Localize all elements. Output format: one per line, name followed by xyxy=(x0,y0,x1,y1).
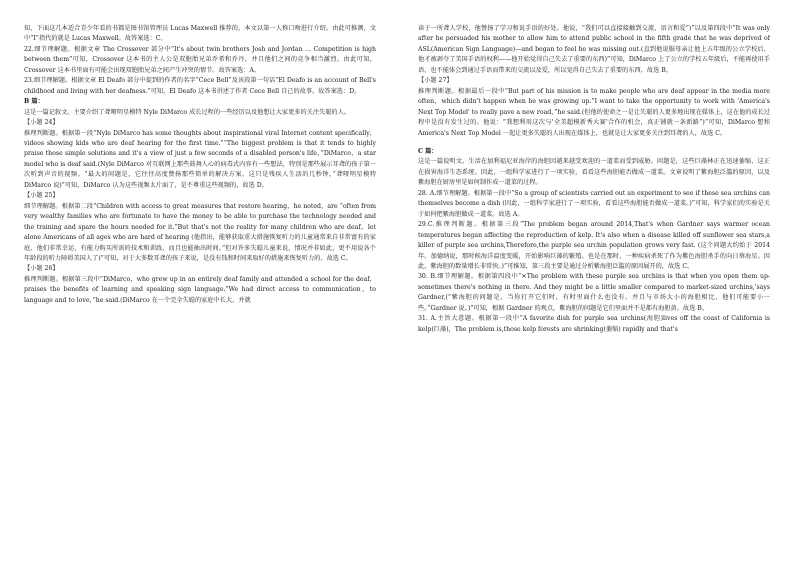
answer-22: 22.细节理解题。根据文章 The Crossover 部分中“It's about twin brothers Josh and Jordan … Competition is high between them”可知，Crossover 这本书的主人公是双胞胎兄弟乔希和乔丹，并且他们之间的竞争相当激烈。由此可知，Crossover 这本书里面有可能会出现双胞胎兄弟之间产生冲突的情节。故答案选：A。 xyxy=(24,45,376,74)
right-column xyxy=(418,24,770,554)
section-c-summary: 这是一篇说明文。生活在加利福尼亚海岸的海胆因越来越受欢迎的一道菜而受到威胁。问题是，这些巨藻林正在迅速萎缩，这正在损害海洋生态系统。因此，一组科学家进行了一项实验，看看这些海胆能否做成一道菜。文章说明了紫海胆泛滥的原因，以及紫海胆在厨房里是如何制作成一道菜的过程。 xyxy=(418,158,770,187)
answer-23: 23.细节理解题。根据文章 El Deafo 部分中提到的作者的名字“Cece Bell”及该段第一句话“El Deafo is an account of Bell's childhood and living with her deafness.”可知，El Deafo 这本书讲述了作者 Cece Bell 自己的故事。故答案选：D。 xyxy=(24,77,376,95)
question-27-label: 【小题 27】 xyxy=(418,77,453,85)
answer-25: 细节理解题。根据第二段“Children with access to great measures that restore hearing，he noted，are “often from very wealthy families who are fortunate to have the money to be able to purchase the technology needed and the training and spare the hours needed for it.”But that's not the reality for many children who are deaf，let alone Americans of all ages who are hard of hearing (他指出，能够获取重大措施恢复听力的儿童通常来自非常富有的家庭，他们非常幸运，有能力购买所需的技术和训练，而且也能抽出时间。”但对许多失聪儿童来说，情况并非如此，更不用说各个年龄段的听力障碍美国人了)”可知，对于大多数耳聋的孩子来说，是没有钱和时间来取好的措施来恢复听力的，故选 C。 xyxy=(24,202,376,262)
answer-24: 推理判断题。根据第一段“Nyle DiMarco has some thoughts about inspirational viral Internet content specifically，videos showing kids who are deaf hearing for the first time.”“The biggest problem is that it tends to highly praise those simple solutions and it's a view of just a few seconds of a disabled person's life，”DiMarco，a star model who is deaf said.(Nyle DiMarco 对互联网上那些鼓舞人心的病毒式内容有一些想法，特别是那些展示耳聋的孩子第一次听到声音的视频。“最大的问题是，它往往高度赞扬那些简单的解决方案，这只是残疾人生活的几秒钟，”聋哑明星模特 DiMarco 说)”可知，DiMarco 认为这些视频太片面了，是不尊重这些视频的，故选 D。 xyxy=(24,129,376,189)
question-24-label: 【小题 24】 xyxy=(24,119,59,127)
answer-29: 29.C.推理判断题。根据第三段“The problem began around 2014,That's when Gardner says warmer ocean temperatures began affecting the reproduction of kelp. It's also when a disease killed off sunflower sea stars,a killer of purple sea urchins,Therefore,the purple sea urchin population grows very fast. (这个问题大约始于 2014 年。加德纳说，那时候海洋温度变暖，开始影响巨藻的繁殖。也是在那时，一种疾病杀死了作为紫色海胆杀手的向日葵海星。因此，紫海胆的数量增长非常快。)”可推知，第三段主要是通过分析紫海胆泛滥的原因展开的，故选 C。 xyxy=(418,221,770,270)
answer-26: 推理判断题。根据第三段中“DiMarco，who grew up in an entirely deaf family and attended a school for the deaf，praises the benefits of learning and speaking sign language.”We had direct access to communication，to language and to love，”he said.(DiMarco 在一个完全失聪的家庭中长大，并就 xyxy=(24,275,376,304)
answer-28: 28. A.细节理解题。根据第一段中“So a group of scientists carried out an experiment to see if these sea urchins can themselves become a dish (因此，一组科学家进行了一项实验，看看这些海胆能否做成一道菜。)”可知，科学家们的实验是关于如何把紫海胆做成一道菜。故选 A。 xyxy=(418,189,770,218)
section-b-summary: 这是一篇记叙文。主要介绍了聋哑明星模特 Nyle DiMarco 成长过程的一些经历以及他想让大家更多的关注失聪的人。 xyxy=(24,108,350,116)
question-25-label: 【小题 25】 xyxy=(24,192,59,200)
section-c-title: C 篇： xyxy=(418,147,438,155)
question-26-label: 【小题 26】 xyxy=(24,265,59,273)
answer-26-continued: 读于一所聋人学校，他赞扬了学习和说手语的好处。他说，“我们可以直接接触到交流、语言和爱”)”以及第四段中“It was only after he persuaded his mother to allow him to attend public school in the fifth grade that he was deprived of ASL(American Sign Language)—and began to feel he was missing out.(直到他说服母亲让他上五年级的公立学校后，他才被剥夺了美国手语的权利——他开始觉得自己失去了重要的东西)”可知，DiMarco 上了公立的学校五年级后，不能再使用手语，也不能体会到通过手语而带来的交流以及爱，所以觉得自己失去了重要的东西，故选 B。 xyxy=(418,25,770,74)
spacer xyxy=(418,139,770,147)
answer-27: 推理判断题。根据最后一段中“But part of his mission is to make people who are deaf appear in the media more often，which didn't happen when he was growing up.”I want to take the opportunity to work with 'America's Next Top Model' to really pave a new road，”he said.(但他的使命之一是让失聪的人更多地出现在媒体上，这在他的成长过程中是没有发生过的。他说：“我想利用这次与'全美超模新秀大赛'合作的机会，真正铺就一条新路”)”可知，DiMarco 想和 America's Next Top Model 一起让更多失聪的人出现在媒体上，也就是让大家更多关注到耳聋的人，故选 C。 xyxy=(418,87,770,137)
section-b-title: B 篇： xyxy=(24,98,44,106)
answer-30: 30. B.细节理解题。根据第四段中“✕The problem with these purple sea urchins is that when you open them up-sometimes there's nothing in there. And they might be a little smaller compared to market-sized urchins,'says Gardner,(“紫海胆的问题是，当你打开它们时，有时里面什么也没有。并且与市场大小的海胆相比，他们可能要小一些。”Gardner 说。)”可知，根据 Gardner 的观点，紫海胆的问题是它们里面并不是都有海胆黄。故选 B。 xyxy=(418,273,770,312)
answer-31: 31. A.主旨大意题。根据第一段中“A favorite dish for purple sea urchins(海胆)lives off the coast of California is kelp(巨藻)，The problem is,those kelp forests are shrinking(萎缩) rapidly and that's xyxy=(418,315,770,333)
left-column xyxy=(24,24,376,554)
answer-21-tail: 知，下面这几本适合青少年看的书都是图书馆管理员 Lucas Maxwell 推荐的，本文以第一人称口吻进行介绍。由此可推测，文中“I”指代的就是 Lucas Maxwell。故答案选：C。 xyxy=(24,25,376,43)
